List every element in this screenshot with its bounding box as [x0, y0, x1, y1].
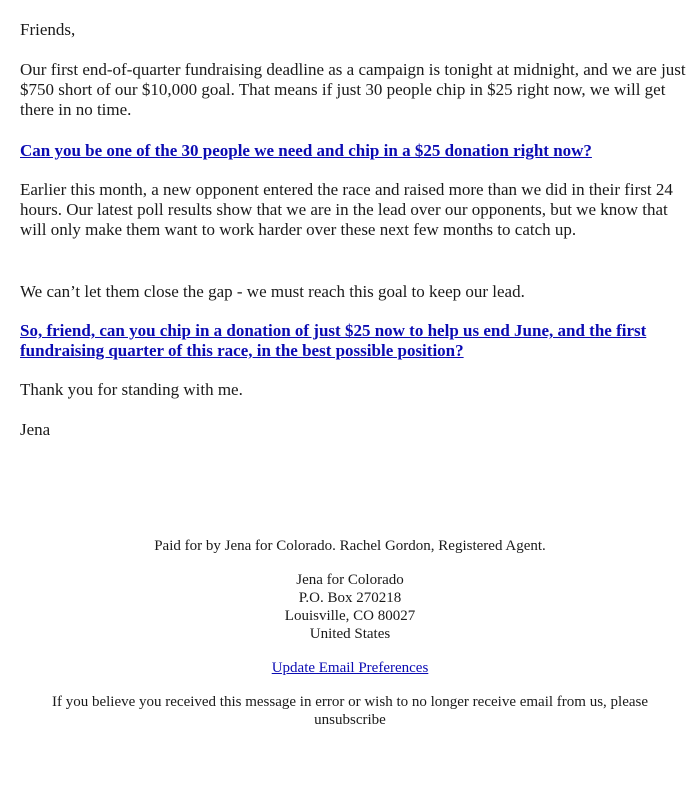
donate-link-2[interactable]: So, friend, can you chip in a donation of just $25 now to help us end June, and the first fundraising quarter of this race, in the best possible position? — [20, 321, 647, 360]
address-country: United States — [309, 626, 391, 642]
paid-for-disclaimer: Paid for by Jena for Colorado. Rachel Gordon, Registered Agent. — [154, 538, 546, 554]
update-prefs-container — [0, 659, 700, 677]
closing-line: Thank you for standing with me. — [20, 380, 243, 399]
address-po-box: P.O. Box 270218 — [298, 590, 402, 606]
paragraph-gap: We can’t let them close the gap - we must reach this goal to keep our lead. — [20, 282, 525, 301]
paragraph-opponent: Earlier this month, a new opponent entered the race and raised more than we did in their first 24 hours. Our latest poll results show that we are in the lead over our opponents, but we know that will only make them want to work harder over these next few months to catch up. — [20, 180, 673, 239]
mailing-address — [0, 571, 700, 643]
signature: Jena — [20, 420, 51, 439]
cta-1-container — [20, 141, 688, 161]
donate-link-1[interactable]: Can you be one of the 30 people we need and chip in a $25 donation right now? — [20, 141, 592, 160]
address-name: Jena for Colorado — [296, 572, 404, 588]
unsubscribe-notice: If you believe you received this message in error or wish to no longer receive email from us, please unsubscribe — [51, 694, 649, 728]
update-email-preferences-link[interactable]: Update Email Preferences — [271, 660, 429, 676]
address-city-line: Louisville, CO 80027 — [284, 608, 416, 624]
cta-2-container — [20, 321, 688, 361]
paragraph-intro: Our first end-of-quarter fundraising deadline as a campaign is tonight at midnight, and we are just $750 short of our $10,000 goal. That means if just 30 people chip in $25 right now, we will get there in no time. — [20, 60, 686, 119]
greeting: Friends, — [20, 20, 76, 39]
